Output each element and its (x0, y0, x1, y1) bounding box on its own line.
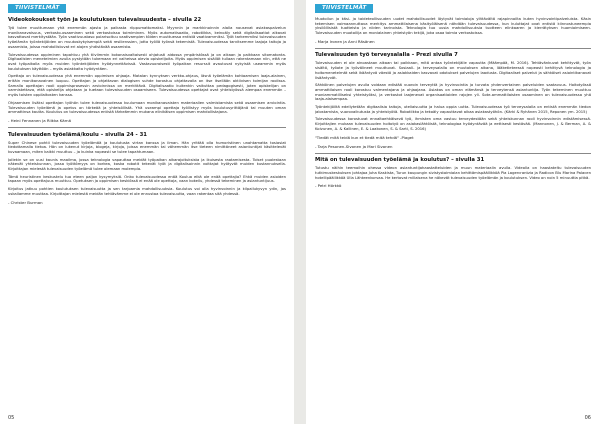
paragraph: Opettaja on tulevaisuudessa yhä enemmän oppimisen ohjaaja. Matalan kynnyksen verkko-ohjaus, läsnä työelämän kohtaamisen laaja-alainen, eritäin monikanavainen luopuu. Opettajan ja ohjattavan dialogisen suhde korostuu ohjattavalla on itse itsellään aktiivisen toimijan roolissa. Samalla opettajan rooli oppimisprosessin arvioinnissa on merkittävä. Digitalisaatio kuitenkin vaikuttaa pedagogisesti, joten opiskelijan on varmistettava, että opiskelija ohjataan ja tuetaan tulevaisuuden osaamiseen. Tulevaisuudessa opettajat ovat yhteistyössä aiempaa enemmän – myös toisten oppilaitosten kanssa. (8, 74, 286, 98)
paragraph: Tutustu näihin teemoihin ohessa videon asiantuntijahaastatteluiden ja muun materiaalin avulla. Videolla on haastateltu tulevaisuuden tutkimuskeskuksen johtajaa Juha Kaskista, Turun kaupungin sivistystoimialan kehittämispäällikköä Pia Lagercrantzia ja Radicon Blu Marina Palacen hotellipäällikköä Ulla Lähteenkorvaa. He kertovat millaisena he näkevät tulevaisuuden työelämän ja koulutuksen. Video on noin 5 minuuttia pitkä. (315, 166, 591, 180)
paragraph: Super Chinese pohtii tulevaisuuden työelämää ja koulutusta virtan kanssa ja ilman. Hän yrittää olla humoristinen unohtamatta tosiasiat tiedottamalla tietoa. Hän on lukenut kirjoja, blogeja, kirjoja, joissa enemmän tai vähemmän itse tieteen nimittäneet asiantuntijat käsittelevät kuvaamaan, miten kaikki muuttuu – ja kuinka nopeasti se tulee tapahtumaan. (8, 140, 286, 154)
quote: "Tiedät mitä teidä kun et tiedä mitä tehdä" -Piaget (315, 134, 414, 140)
page-gutter (294, 0, 306, 424)
section-heading: Tulevaisuuden työelämä/koulu – sivulla 24 - 31 (8, 131, 147, 138)
author-signature: - Heini Fennanen ja Riikka Kärnä (8, 117, 71, 123)
paragraph: Kirjoitus jatkuu pohtien koulutuksen tulevaisuutta ja sen tarjoamia mahdollisuuksia. Koulutus voi olla hyvinvoinnin ja kilpailukyvyn ydin, jos uskallamme muuttaa. Kirjoittajan mielestä meidän tehtävämme ei ole ennustaa tulevaisuutta, vaan rakentaa sitä yhdessä. (8, 187, 286, 196)
paragraph: Tämä heuristinen keskustelu tuo eteen paljon kysymyksiä. Onko tulevaisuudessa enää Koulua eikä ole enää opettajia? Ehkä muiden asioiden tapaan myös opettajuus muuttuu. Opetuksen ja oppimisen keskiössä ei enää ole opettaja, vaan kokeilu, yhdessä tekeminen ja asiantuntijuus. (8, 174, 286, 184)
section-heading: Tulevaisuuden työ terveysalalla – Prezi sivulla 7 (315, 52, 458, 59)
left-page-content (8, 17, 286, 411)
section-divider (315, 153, 591, 154)
paragraph: Muotoilun ja käsi- ja taideteollisuuden uudet mahdollisuudet löytyvät toimialoja ylittävältä rajapinnoilta kuten hyvinvointipalveluista. Käsin tekemisen voimaannuttava merkitys ammattilaisena käsityöläisenä nähdään tulevaisuudessa, kun kuluttajat ovat entistä kiinnostuneempia yksilöllisistä tuotteista ja niiden tarinoista. Teknologia tuo uusia mahdollisuuksia tuotteen elinkaaren ja kierrätyksen huomioimiseen. Tulevaisuuden muotoilija on monialainen yhteistyön tekijä, joka osaa toimia verkostoissa. (315, 17, 591, 36)
author-signature: - Christer Burman (8, 199, 43, 205)
page-number: 05 (8, 415, 15, 421)
section-tab: TIIVISTELMÄT (315, 4, 373, 13)
page-number: 06 (584, 415, 591, 421)
paragraph: Tulevaisuudessa oppiminen tapahtuu yhä tiiviimmin kokonaisvaltaisesti ohjatusti aidossa ympäristössä ja on aikaan ja paikkaan sitomatonta. Digitaalisten menetelmien avulla pystytään tukemaan eri vaiheissa olevia opiskelijoita. Myös oppimisen sisällöt tullaan rakentamaan niin, että ne ovat työpaikalla myös muiden työntekijöiden hyödynnettävissä. Vastavuoroisesti työpaikan resurssit avautuvat nykyistä useammin myös koulutuksen käyttöön – myös asiakkaita hyödyntäen. (8, 52, 286, 71)
paragraph: Työntekijöiltä edellytetään digitaalisia taitoja, uteliaisuutta ja halua oppia uutta. Tulevaisuudessa työ terveysalalla on entistä enemmän tiedon jalostamista, vuorovaikutusta ja yhteistyötä. Robotiikka ja tekoäly vapauttavat aikaa asiakastyöhön. (Kärki & Ryhänen 2015, Reponen ym. 2015) (315, 105, 591, 114)
section-heading: Mitä on tulevaisuuden työelämä ja koulutus? – sivulla 31 (315, 157, 485, 164)
right-page (306, 0, 600, 424)
author-signature: - Tarja Pesonen-Sivonen ja Mari Sivonen (315, 143, 393, 149)
paragraph: Ohjaamisen lisäksi opettajan työhön tulee tulevaisuudessa kuulumaan monikanavaisten materiaalien valmistamista sekä osaamisen arviointia. Tulevaisuuden työelämä ja opetus on tärkeää ja yhteisöllistä. Yhä useampi opettaja työllistyy myös koulutusyrittäjänä tai muuten oman ammattinsa kautta. Koulutus on tulevaisuudessa entistä tärkeämmin mukana elinikäisen oppimisen mahdollistajana. (8, 100, 286, 115)
paragraph: Tulevaisuuden ei ole ainoastaan aikaan tai paikkaan, mitä antaa työntekijälle vapautta (Määmpää, M. 2016). Tehtävänkuvat kehittyvät, työn sisältö, työote ja työvälineet muuttuvat. Sosiaali- ja terveysalalla on muutoksen aikana, lääketieteessä nopeasti kehittyvä teknologia ja hoitomenetelmät sekä ikääntyvä väestö ja asiakkaiden kasvavat odotukset palvelujen laadusta. Digitaaliset palvelut ja sähköiset asiointikanavat lisääntyvät. (315, 61, 591, 80)
section-tab: TIIVISTELMÄT (8, 4, 66, 13)
author-signature: - Marja Ironen ja Anni Räsänen (315, 38, 375, 44)
paragraph: Tulevaisuudessa korostuvat ennaltaehkäisevä työ, ihmisten oma vastuu terveydestään sekä yhteiskunnan rooli hyvinvoinnin edistämisessä. Kirjoittajien mukaan tulevaisuuden hoitotyö on asiakaslähtöistä, teknologiaa hyödyntävää ja eettisesti kestävää. (Mannonen, J. & Berman, A. & Koivunen, A. & Kallinen, E. & Laakonen, S. & Sarti, S. 2016) (315, 117, 591, 131)
left-page (0, 0, 294, 424)
author-signature: - Petri Hörkkö (315, 183, 342, 189)
paragraph: Työ tulee muuttumaan yhä enemmän ajasta ja paikasta riippumattomaksi. Myynnin ja markkinoinnin alalla nousevat asiakaspalvelun monikanavaisuus, verkosto-osaaminen sekä verkostoissa toimiminen. Myös automatisaatio, robotiikka, keinoäly sekä digitalisaatiot alkavat kasvattavat merkitystään. Työn vaativuustaso polarisoituu vaativampien töiden muuttuessa entistä vaativammiksi. Työt tarkemmiksi tulevaisuuden työelämän työntekijöiden on muutoskykyisempiä sekä resilienssien, jotta työllä työnsä tekemistä. Tulevaisuudessa tarvitsemme laajoja taitoja ja osaamista, joissa mahdollistuvat eri alojen yhdistävää osaamista. (8, 26, 286, 49)
section-divider (8, 127, 286, 128)
section-heading: Videokokoukset työn ja koulutuksen tulevaisuudesta – sivulla 22 (8, 17, 202, 23)
section-divider (315, 48, 591, 49)
paragraph: Sähköinen palvelujen avulla voidaan edistää vuoroin terveyttä ja hyvinvointia ja turvata yhdenvertainen palveluiden saatavuus. Hoitotyössä ammattilaisen rooli korostuu valmentajana ja ohjaajana. Asiakas on oman elämänsä ja terveytensä asiantuntija. Työn tekeminen muuttuu moniammatilliseksi yhteistyöksi, ja verkostot laajenevat organisaatioiden rajojen yli. Sote-ammattilaisten osaaminen on tulevaisuudessa yhä laaja-alaisempaa. (315, 83, 591, 102)
right-page-content (315, 17, 591, 411)
paragraph: Jollekin se on uusi kaunis maailma, jossa teknologia vapauttaa meidät työpaikan aikarajoituksista ja ikuisesta raatamisesta. Toiset puolestaan näkevät yhteiskunnan, jossa työttömyys on korkea, koska robotit tekevät työt ja digitalisoinnin voittajat hyötyvät muiden kustannuksella. Kirjoittajan mielestä tulevaisuuden työelämä tulee olemaan molempia. (8, 157, 286, 172)
